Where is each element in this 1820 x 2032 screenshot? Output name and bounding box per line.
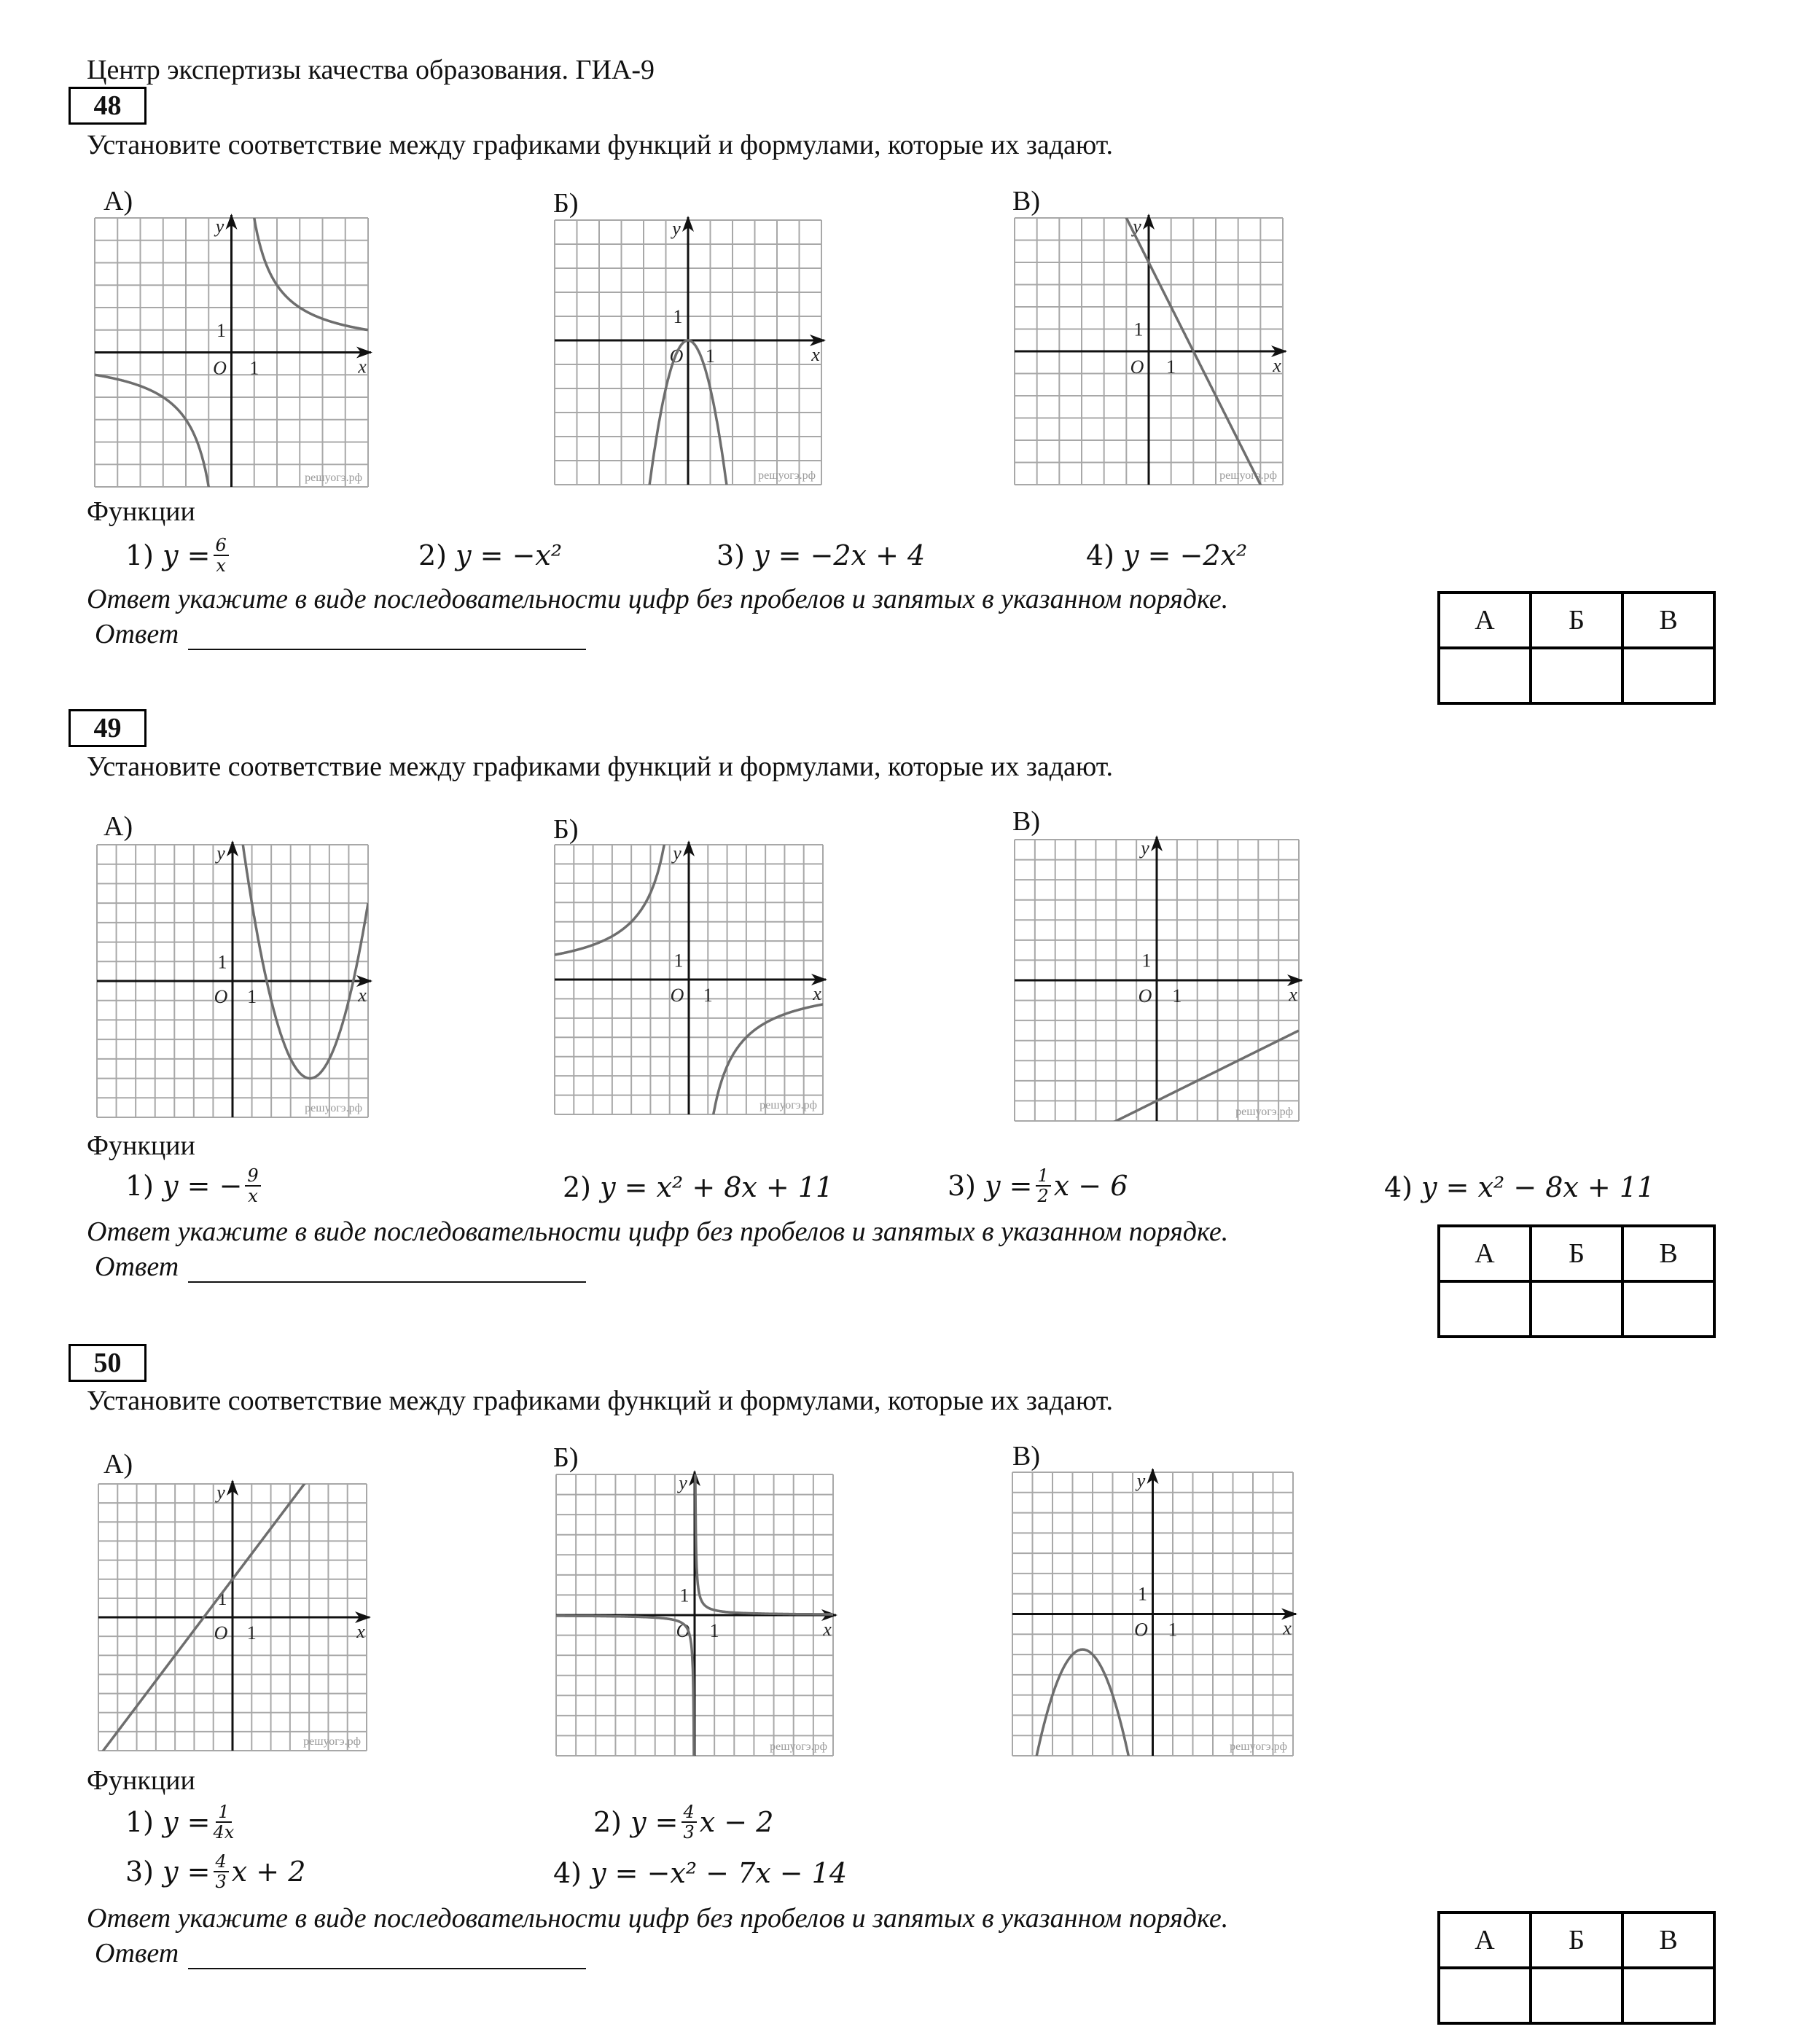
- answer-table-48: [1437, 591, 1716, 705]
- y-axis-label: y: [679, 1472, 687, 1493]
- formula-text: y = x² − 8x + 11: [1421, 1171, 1655, 1203]
- y-unit-tick-label: 1: [217, 1587, 227, 1609]
- formula-text: x − 6: [1053, 1170, 1128, 1202]
- graph-48-c: [1015, 218, 1283, 485]
- formula-label: 4): [1086, 539, 1115, 571]
- denominator: 3: [215, 1872, 227, 1892]
- y-axis-label: y: [1136, 1470, 1146, 1491]
- fraction: [1036, 1166, 1051, 1205]
- origin-label: O: [214, 1622, 228, 1644]
- x-unit-tick-label: 1: [1172, 985, 1182, 1007]
- answer-label-50: Ответ: [95, 1938, 179, 1969]
- answer-cell-c[interactable]: [1622, 648, 1714, 703]
- formula-text: y =: [163, 1856, 211, 1888]
- answer-cell-c[interactable]: [1622, 1281, 1714, 1337]
- answer-table-49: [1437, 1224, 1716, 1338]
- watermark: решуогэ.рф: [758, 469, 816, 482]
- answer-cell-a[interactable]: [1439, 1968, 1531, 2023]
- formula-label: 1): [125, 1170, 155, 1202]
- x-unit-tick-label: 1: [247, 986, 257, 1007]
- formula-50-1: [125, 1802, 237, 1842]
- formula-50-2: [593, 1802, 773, 1842]
- answer-header-c: В: [1622, 593, 1714, 648]
- origin-label: O: [669, 345, 684, 367]
- origin-label: O: [1138, 985, 1152, 1007]
- answer-header-c: В: [1622, 1912, 1714, 1968]
- x-unit-tick-label: 1: [246, 1622, 257, 1644]
- answer-instruction-49: Ответ укажите в виде последовательности цифр без пробелов и запятых в указанном порядке.: [87, 1216, 1229, 1247]
- numerator: 4: [214, 1852, 229, 1872]
- formula-text: y = x² + 8x + 11: [600, 1171, 834, 1203]
- graph-48-b: [555, 220, 821, 485]
- graph-50-a-label: А): [104, 1449, 133, 1480]
- graph-50-b-label: Б): [553, 1442, 579, 1473]
- formula-label: 2): [563, 1171, 592, 1203]
- answer-header-a: А: [1439, 1226, 1531, 1281]
- x-axis-label: x: [358, 985, 367, 1006]
- y-axis-label: y: [216, 1482, 225, 1503]
- formula-label: 1): [125, 1806, 155, 1838]
- fraction: [681, 1802, 697, 1842]
- answer-instruction-48: Ответ укажите в виде последовательности цифр без пробелов и запятых в указанном порядке.: [87, 584, 1229, 614]
- graph-49-c: [1015, 837, 1299, 1121]
- x-axis-label: x: [1289, 984, 1297, 1005]
- formula-49-2: [563, 1171, 833, 1203]
- fraction: [214, 1802, 235, 1842]
- problem-number-50: 50: [69, 1344, 147, 1382]
- y-unit-tick-label: 1: [1138, 1583, 1147, 1605]
- x-axis-label: x: [823, 1619, 832, 1640]
- problem-50-question: Установите соответствие между графиками функций и формулами, которые их задают.: [87, 1386, 1114, 1416]
- x-axis-label: x: [813, 983, 821, 1004]
- graph-50-a: [98, 1484, 367, 1751]
- y-unit-tick-label: 1: [673, 306, 683, 327]
- formula-label: 3): [716, 539, 746, 571]
- origin-label: O: [676, 1620, 690, 1641]
- function-curve: [1035, 1031, 1299, 1161]
- formula-text: x − 2: [699, 1806, 774, 1838]
- formula-label: 3): [948, 1170, 977, 1202]
- fraction: [245, 1166, 260, 1205]
- graph-48-c-label: В): [1012, 186, 1040, 216]
- watermark: решуогэ.рф: [1235, 1106, 1293, 1118]
- x-unit-tick-label: 1: [249, 357, 259, 379]
- functions-title-48: Функции: [87, 496, 195, 527]
- answer-cell-a[interactable]: [1439, 648, 1531, 703]
- problem-48-question: Установите соответствие между графиками функций и формулами, которые их задают.: [87, 130, 1114, 160]
- formula-label: 2): [418, 539, 448, 571]
- numerator: 9: [245, 1166, 260, 1187]
- graph-50-c: [1012, 1472, 1293, 1756]
- denominator: x: [216, 555, 226, 576]
- graph-48-a: [95, 218, 368, 487]
- functions-title-50: Функции: [87, 1765, 195, 1796]
- problem-49-question: Установите соответствие между графиками функций и формулами, которые их задают.: [87, 751, 1114, 782]
- formula-label: 4): [553, 1857, 582, 1889]
- answer-input-48[interactable]: [188, 649, 586, 650]
- watermark: решуогэ.рф: [770, 1740, 827, 1753]
- origin-label: O: [214, 986, 228, 1007]
- graph-50-c-label: В): [1012, 1441, 1040, 1472]
- formula-text: y = −x² − 7x − 14: [590, 1857, 848, 1889]
- answer-header-a: А: [1439, 1912, 1531, 1968]
- y-axis-label: y: [673, 843, 681, 864]
- formula-50-4: [553, 1857, 847, 1889]
- formula-49-1: [125, 1166, 264, 1205]
- graph-49-a: [97, 845, 368, 1117]
- answer-header-b: Б: [1531, 1226, 1622, 1281]
- watermark: решуогэ.рф: [305, 472, 362, 484]
- graph-49-c-label: В): [1012, 806, 1040, 837]
- y-unit-tick-label: 1: [1141, 950, 1152, 972]
- formula-label: 3): [125, 1856, 155, 1888]
- formula-text: y =: [163, 539, 211, 571]
- graph-49-b-label: Б): [553, 814, 579, 845]
- x-axis-label: x: [358, 356, 367, 378]
- watermark: решуогэ.рф: [1219, 469, 1277, 482]
- x-unit-tick-label: 1: [706, 345, 715, 367]
- x-axis-label: x: [356, 1621, 365, 1642]
- origin-label: O: [670, 985, 684, 1006]
- x-unit-tick-label: 1: [1166, 356, 1176, 378]
- origin-label: O: [213, 357, 227, 379]
- x-unit-tick-label: 1: [1168, 1619, 1178, 1641]
- answer-label-48: Ответ: [95, 619, 179, 649]
- problem-number-49: 49: [69, 709, 147, 747]
- fraction: [214, 1852, 229, 1891]
- y-axis-label: y: [215, 216, 224, 237]
- formula-text: y =: [163, 1806, 211, 1838]
- answer-header-b: Б: [1531, 593, 1622, 648]
- function-curve: [556, 1616, 694, 1759]
- answer-cell-c[interactable]: [1622, 1968, 1714, 2023]
- y-axis-label: y: [1133, 216, 1141, 237]
- formula-text: y = −2x²: [1123, 539, 1248, 571]
- formula-48-4: [1086, 539, 1247, 571]
- answer-cell-b[interactable]: [1531, 1281, 1622, 1337]
- y-unit-tick-label: 1: [673, 950, 684, 972]
- fraction: [214, 536, 229, 575]
- formula-49-4: [1384, 1171, 1655, 1203]
- x-unit-tick-label: 1: [709, 1620, 719, 1641]
- graph-49-b: [555, 845, 823, 1114]
- answer-table-50: [1437, 1911, 1716, 2025]
- numerator: 4: [681, 1802, 697, 1823]
- denominator: 2: [1037, 1186, 1049, 1206]
- formula-49-3: [948, 1166, 1128, 1205]
- graph-48-b-label: Б): [553, 188, 579, 219]
- numerator: 1: [1036, 1166, 1051, 1187]
- graph-48-a-label: А): [104, 186, 133, 216]
- answer-cell-b[interactable]: [1531, 1968, 1622, 2023]
- answer-input-49[interactable]: [188, 1281, 586, 1283]
- x-axis-label: x: [1283, 1617, 1292, 1639]
- answer-header-b: Б: [1531, 1912, 1622, 1968]
- answer-cell-a[interactable]: [1439, 1281, 1531, 1337]
- formula-text: x + 2: [231, 1856, 306, 1888]
- answer-header-c: В: [1622, 1226, 1714, 1281]
- y-unit-tick-label: 1: [1133, 319, 1144, 340]
- y-axis-label: y: [672, 218, 681, 239]
- y-unit-tick-label: 1: [679, 1584, 690, 1606]
- formula-label: 4): [1384, 1171, 1413, 1203]
- graph-50-b: [556, 1474, 833, 1756]
- numerator: 6: [214, 536, 229, 556]
- watermark: решуогэ.рф: [1230, 1740, 1287, 1753]
- functions-title-49: Функции: [87, 1130, 195, 1161]
- watermark: решуогэ.рф: [759, 1099, 817, 1111]
- answer-input-50[interactable]: [188, 1968, 586, 1969]
- denominator: x: [248, 1186, 258, 1206]
- watermark: решуогэ.рф: [305, 1102, 362, 1114]
- page-header: Центр экспертизы качества образования. ГИА-9: [87, 55, 655, 85]
- formula-text: y = −2x + 4: [754, 539, 926, 571]
- formula-48-3: [716, 539, 925, 571]
- formula-50-3: [125, 1852, 305, 1891]
- origin-label: O: [1134, 1619, 1148, 1641]
- answer-cell-b[interactable]: [1531, 648, 1622, 703]
- y-axis-label: y: [1141, 837, 1149, 859]
- denominator: 3: [683, 1822, 695, 1843]
- formula-text: y =: [985, 1170, 1033, 1202]
- formula-48-1: [125, 536, 232, 575]
- y-unit-tick-label: 1: [217, 951, 227, 973]
- formula-text: y = −: [163, 1170, 243, 1202]
- formula-48-2: [418, 539, 562, 571]
- formula-text: y =: [630, 1806, 679, 1838]
- x-axis-label: x: [811, 344, 820, 365]
- formula-label: 2): [593, 1806, 622, 1838]
- formula-label: 1): [125, 539, 155, 571]
- answer-header-a: А: [1439, 593, 1531, 648]
- function-curve: [98, 1446, 333, 1757]
- answer-label-49: Ответ: [95, 1251, 179, 1282]
- graph-49-a-label: А): [104, 811, 133, 842]
- function-curve: [1029, 1649, 1137, 1795]
- formula-text: y = −x²: [456, 539, 563, 571]
- y-unit-tick-label: 1: [216, 319, 226, 341]
- denominator: 4x: [213, 1822, 235, 1843]
- watermark: решуогэ.рф: [303, 1735, 361, 1748]
- y-axis-label: y: [216, 843, 225, 864]
- numerator: 1: [216, 1802, 231, 1823]
- origin-label: O: [1130, 356, 1144, 378]
- answer-instruction-50: Ответ укажите в виде последовательности цифр без пробелов и запятых в указанном порядке.: [87, 1903, 1229, 1934]
- function-curve: [249, 173, 368, 330]
- x-axis-label: x: [1273, 355, 1281, 376]
- x-unit-tick-label: 1: [703, 985, 713, 1006]
- function-curve: [695, 1472, 833, 1614]
- problem-number-48: 48: [69, 87, 147, 125]
